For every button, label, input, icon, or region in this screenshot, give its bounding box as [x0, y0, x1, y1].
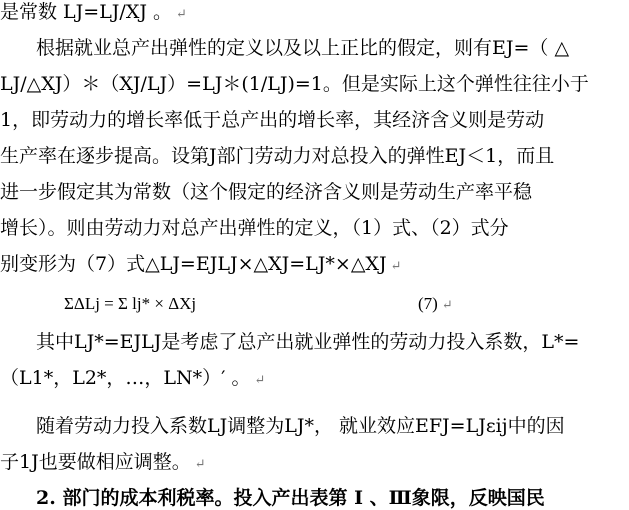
text-line-9: 其中LJ*=EJLJ是考虑了总产出就业弹性的劳动力投入系数，L*= [36, 331, 580, 353]
text-line-6: 进一步假定其为常数（这个假定的经济含义则是劳动生产率平稳 [0, 181, 533, 203]
text-line-8: 别变形为（7）式△LJ=EJLJ×△XJ=LJ*×△XJ ↵ [0, 253, 402, 275]
text-line-2: 根据就业总产出弹性的定义以及以上正比的假定，则有EJ=（ △ [36, 37, 570, 59]
text-line-12: 子1J也要做相应调整。 ↵ [0, 451, 206, 473]
text-line-3: LJ/△XJ）＊（XJ/LJ）=LJ＊(1/LJ)=1。但是实际上这个弹性往往小于 [0, 73, 589, 95]
text-line-5: 生产率在逐步提高。设第J部门劳动力对总投入的弹性EJ＜1，而且 [0, 145, 555, 167]
text-line-1: 是常数 LJ=LJ/XJ 。 ↵ [0, 1, 187, 23]
text-line-11: 随着劳动力投入系数LJ调整为LJ*， 就业效应EFJ=LJεij中的因 [36, 415, 565, 437]
text-line-7: 增长）。则由劳动力对总产出弹性的定义，（1）式、（2）式分 [0, 217, 509, 239]
equation-number: (7) ↵ [418, 294, 453, 313]
equation-7: ΣΔLj = Σ lj* × ΔXj [64, 294, 197, 313]
text-line-13: 2. 部门的成本利税率。投入产出表第 Ⅰ 、Ⅲ象限，反映国民 [36, 487, 545, 509]
text-line-4: 1，即劳动力的增长率低于总产出的增长率，其经济含义则是劳动 [0, 109, 545, 131]
text-line-10: （L1*，L2*，…，LN*）′ 。 ↵ [0, 367, 266, 389]
